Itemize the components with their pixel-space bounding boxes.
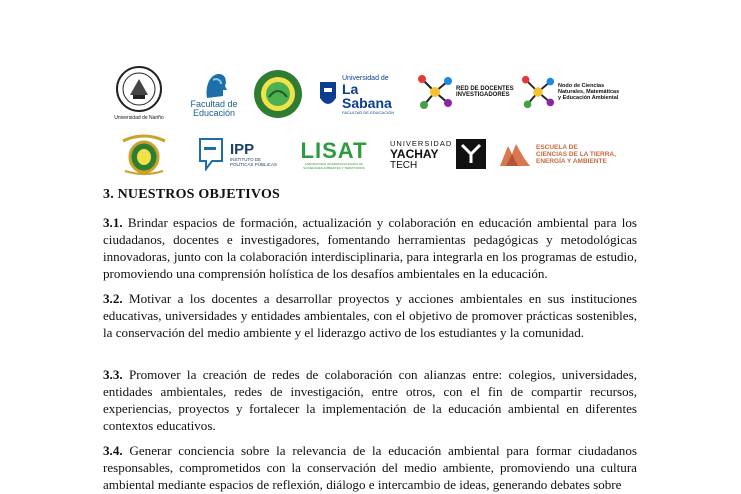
green-seal-icon <box>253 69 303 119</box>
narino-seal-icon <box>114 65 164 113</box>
objective-number: 3.4. <box>103 443 123 458</box>
section-heading: 3. NUESTROS OBJETIVOS <box>103 187 281 202</box>
coat-of-arms-logo <box>118 130 170 176</box>
objective-paragraph <box>103 443 637 494</box>
escuela-line-1: ESCUELA DE <box>536 143 578 151</box>
sabana-shield-icon <box>318 80 338 110</box>
green-seal-logo <box>252 68 304 120</box>
lisat-logo <box>296 136 372 174</box>
objective-paragraph <box>103 291 637 342</box>
yachay-line-3: TECH <box>390 159 418 171</box>
red-docentes-logo <box>416 72 516 112</box>
sabana-line-1: Universidad de <box>342 75 389 82</box>
la-sabana-logo <box>318 72 412 118</box>
yachay-tech-logo <box>390 136 490 172</box>
objective-number: 3.1. <box>103 215 123 230</box>
universidad-narino-logo <box>108 62 170 124</box>
lisat-line-3: SOCIEDADES AMBIENTES Y TERRITORIOS <box>303 166 365 170</box>
ipp-logo <box>198 134 282 174</box>
objective-text: Brindar espacios de formación, actualización y colaboración en educación ambiental para los ciudadanos, docentes e investigadores, fomentando herramientas pedagógicas y metodológicas innovadoras, junto con la colaboración interdisciplinaria, para integrarla en los programas de estudio, promoviendo una comprensión holística de los desafíos ambientales en la educación. <box>103 215 637 281</box>
yachay-emblem-icon <box>456 139 486 169</box>
head-profile-icon <box>199 70 229 100</box>
yachay-line-1: UNIVERSIDAD <box>390 138 453 148</box>
objective-paragraph <box>103 367 637 435</box>
escuela-ciencias-logo <box>498 138 634 170</box>
facultad-caption-1: Facultad de <box>190 99 238 109</box>
red-line-2: INVESTIGADORES <box>456 92 510 98</box>
red-line-1: RED DE DOCENTES <box>456 86 514 92</box>
ipp-speech-icon <box>198 137 228 171</box>
objective-text: Generar conciencia sobre la relevancia de la educación ambiental para formar ciudadanos responsables, comprometidos con la conservación del medio ambiente, promoviendo una cultura ambiental mediante espacios de reflexión, diálogo e intercambio de ideas, generando debates sobre <box>103 443 637 492</box>
objective-number: 3.2. <box>103 291 123 306</box>
ipp-line-2: INSTITUTO DE <box>230 156 262 162</box>
nodo-network-icon <box>520 74 556 110</box>
coat-of-arms-icon <box>119 131 169 175</box>
yachay-line-2: YACHAY <box>390 146 439 161</box>
nodo-line-2: Naturales, Matemáticas <box>558 89 620 95</box>
ipp-line-1: IPP <box>230 140 255 158</box>
escuela-line-3: ENERGÍA Y AMBIENTE <box>536 157 607 165</box>
facultad-caption-2: Educación <box>192 108 236 118</box>
objective-text: Motivar a los docentes a desarrollar proyectos y acciones ambientales en sus instituciones educativas, universidades y entidades ambientales, con el objetivo de promover prácticas sostenibles, la conservación del medio ambiente y el liderazgo activo de los estudiantes y la comunidad. <box>103 291 637 340</box>
escuela-line-2: CIENCIAS DE LA TIERRA, <box>536 150 616 158</box>
objective-number: 3.3. <box>103 367 123 382</box>
lisat-line-1: LISAT <box>300 138 368 163</box>
narino-caption: Universidad de Nariño <box>114 115 164 121</box>
objective-text: Promover la creación de redes de colaboración con alianzas entre: colegios, universidades, entidades ambientales, redes de investigación, entre otros, con el fin de compartir recursos, experiencias, proyectos y fortalecer la implementación de la educación ambiental en diferentes contextos educativos. <box>103 367 637 433</box>
nodo-line-3: y Educación Ambiental <box>558 95 619 101</box>
sabana-line-3: FACULTAD DE EDUCACIÓN <box>342 110 395 115</box>
nodo-line-1: Nodo de Ciencias <box>558 83 605 89</box>
ipp-line-3: POLÍTICAS PÚBLICAS <box>230 161 278 167</box>
earth-layers-icon <box>498 140 532 168</box>
network-nodes-icon <box>416 73 454 111</box>
lisat-line-2: LABORATORIO INTERDISCIPLINARIO DE <box>304 162 364 166</box>
nodo-ciencias-logo <box>520 72 640 112</box>
sabana-line-2: La Sabana <box>342 81 392 111</box>
facultad-educacion-logo <box>186 66 242 122</box>
objective-paragraph <box>103 215 637 283</box>
